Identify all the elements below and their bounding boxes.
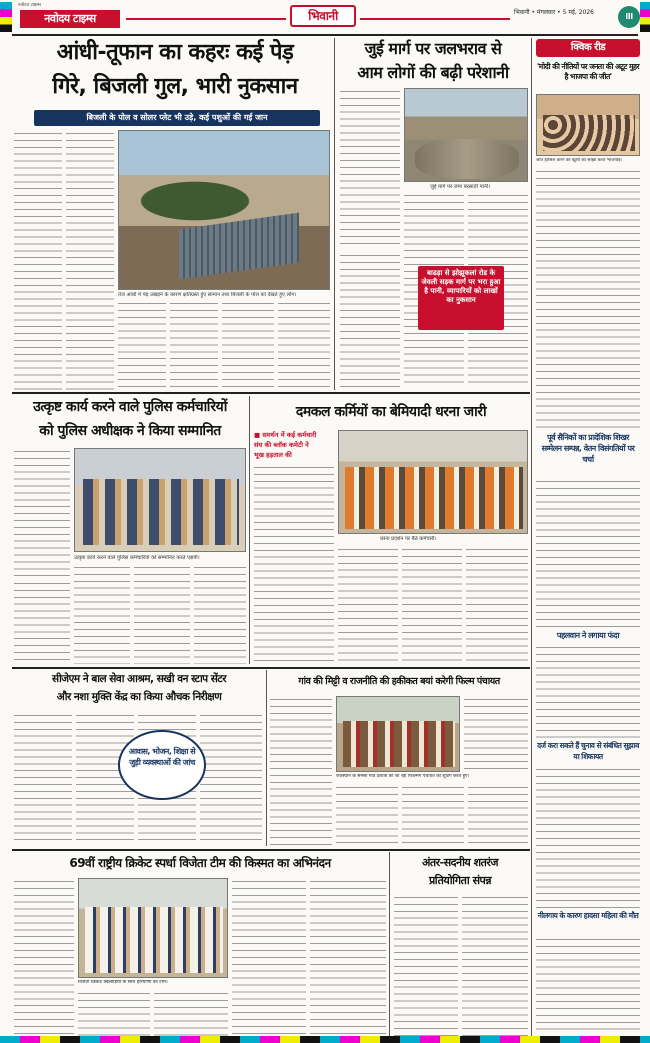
- officers-shape: [83, 479, 239, 545]
- cjm-headline-line2: और नशा मुक्ति केंद्र का किया औचक निरीक्षण: [56, 691, 222, 703]
- cricket-col1: [14, 878, 74, 1038]
- chess-headline-line2: प्रतियोगिता संपन्न: [428, 874, 492, 887]
- col-divider-a: [334, 38, 335, 390]
- quick-read-headline: 'मोदी की नीतियों पर जनता की अटूट मुहर है भाजपा की जीत': [536, 62, 640, 81]
- police-col1b: [14, 580, 70, 664]
- fire-photo: [338, 430, 528, 534]
- top-story-photo: [118, 130, 330, 290]
- col-divider-d: [266, 670, 267, 846]
- cricket-headline: 69वीं राष्ट्रीय क्रिकेट स्पर्धा विजेता टीम की किस्मत का अभिनंदन: [69, 856, 331, 870]
- fire-kicker-1: ■ समर्थन में कई कर्मचारी: [254, 431, 317, 439]
- film-col1: [270, 696, 332, 846]
- col-divider-c: [249, 396, 250, 664]
- top-story-col3: [118, 300, 166, 390]
- cjm-col1: [14, 712, 72, 842]
- chess-col2: [462, 894, 528, 1038]
- quick-read-photo: [536, 94, 640, 156]
- cjm-col4: [200, 712, 262, 842]
- color-registration-bar: [0, 2, 12, 32]
- top-story-col6: [278, 300, 330, 390]
- fire-col2: [338, 546, 398, 664]
- chess-headline-line1: अंतर-सदनीय शतरंज: [421, 856, 499, 869]
- color-registration-bar-bottom: [0, 1036, 650, 1043]
- quick-read-text: [536, 168, 640, 430]
- nilgay-headline: नीलगाय के कारण हादसा महिला की मौत: [537, 911, 639, 920]
- police-col4: [194, 564, 246, 664]
- cjm-headline-line1: सीजेएम ने बाल सेवा आश्रम, सखी वन स्टाप सेंटर: [51, 673, 226, 685]
- film-col4: [402, 784, 464, 846]
- fire-col4: [466, 546, 528, 664]
- jail-headline-line1: जुई मार्ग पर जलभराव से: [364, 39, 502, 58]
- pahalwan-headline: पहलवान ने लगाया फंदा: [556, 631, 620, 640]
- fire-photo-caption: धरना प्रदर्शन पर बैठे कर्मचारी।: [380, 536, 437, 542]
- cricket-col4: [232, 878, 306, 1038]
- small-brand: नवोदय टाइम्स: [18, 3, 41, 8]
- masthead-rule-right: [360, 18, 510, 20]
- color-registration-bar-right: [640, 2, 650, 32]
- section-rule-1: [12, 392, 530, 394]
- jail-col1b: [340, 252, 400, 388]
- fire-kicker-2: संघ की ब्लॉक कमेटी ने: [254, 441, 309, 449]
- police-photo-caption: उत्कृष्ट कार्य करने वाले पुलिस कर्मचारियों को सम्मानित करते एसपी।: [74, 555, 200, 561]
- suggest-text: [536, 766, 640, 908]
- fire-col1: [254, 464, 334, 664]
- chess-col1: [394, 894, 458, 1038]
- col-divider-b: [531, 38, 532, 1038]
- fire-headline: दमकल कर्मियों का बेमियादी धरना जारी: [295, 404, 487, 420]
- jail-headline-line2: आम लोगों की बढ़ी परेशानी: [357, 63, 509, 82]
- pahalwan-text: [536, 644, 640, 738]
- flooded-road-shape: [415, 139, 519, 179]
- top-story-col2: [66, 130, 114, 390]
- jail-photo: [404, 88, 528, 182]
- quick-read-photo-caption: जीत हासिल करने की खुशी को साझा करते भाजपाई।: [536, 158, 623, 163]
- quick-read-banner: क्विक रीड: [536, 39, 640, 57]
- section-rule-2: [12, 667, 530, 669]
- film-headline: गांव की मिट्टी व राजनीति की हकीकत बयां करेगी फिल्म पंचायत: [298, 676, 500, 687]
- cjm-callout: आवास, भोजन, शिक्षा से जुड़ी व्यवस्थाओं की जांच: [118, 730, 206, 800]
- suggest-headline: दर्ज करा सकते हैं चुनाव से संबंधित सुझाव या शिकायत: [537, 741, 639, 761]
- police-photo: [74, 448, 246, 552]
- section-name: भिवानी: [290, 5, 356, 27]
- film-col5: [468, 784, 528, 846]
- jail-photo-caption: जुई मार्ग पर जमा बरसाती पानी।: [430, 184, 491, 190]
- veterans-headline: पूर्व सैनिकों का प्रादेशिक शिखर सम्मेलन सम्पन्न, वेतन विसंगतियों पर चर्चा: [541, 433, 635, 464]
- nilgay-text: [536, 936, 640, 1032]
- cricket-col3: [154, 990, 228, 1038]
- film-photo: [336, 696, 460, 772]
- protesters-shape: [345, 467, 523, 529]
- cricket-photo-caption: विजेता क्रिकेट खिलाड़ियों के साथ हरियाणा की टीम।: [78, 980, 168, 985]
- top-headline-line1: आंधी-तूफान का कहरः कई पेड़: [56, 40, 294, 65]
- fire-col3: [402, 546, 462, 664]
- cricket-col2: [78, 990, 150, 1038]
- veterans-text: [536, 478, 640, 628]
- police-col2: [74, 564, 130, 664]
- top-story-col1: [14, 130, 62, 390]
- top-story-col4: [170, 300, 218, 390]
- police-col3: [134, 564, 190, 664]
- jail-col1: [340, 88, 400, 248]
- col-divider-e: [389, 852, 390, 1038]
- cricket-photo: [78, 878, 228, 978]
- masthead-rule: [126, 18, 286, 20]
- film-photo-caption: राजस्थान के समसा गांव दर्शाती की जा रही फिल्मिंग पंचायत की शूटिंग करते हुए।: [336, 774, 470, 779]
- brand-logo: नवोदय टाइम्स: [20, 10, 120, 28]
- cricket-col5: [310, 878, 386, 1038]
- date-line: भिवानी • मंगलवार • 5 मई, 2026: [514, 9, 594, 16]
- page-number: III: [618, 6, 640, 28]
- police-col1: [14, 448, 70, 578]
- film-col2: [464, 696, 528, 772]
- fire-kicker-3: भूख हड़ताल की: [254, 451, 292, 459]
- team-shape: [85, 907, 223, 973]
- police-headline-line1: उत्कृष्ट कार्य करने वाले पुलिस कर्मचारियों: [33, 399, 227, 415]
- crowd-shape: [543, 115, 635, 151]
- section-rule-3: [12, 849, 530, 851]
- masthead: [0, 0, 650, 34]
- police-headline-line2: को पुलिस अधीक्षक ने किया सम्मानित: [39, 423, 221, 439]
- top-subhead: बिजली के पोल व सोलर प्लेट भी उड़े, कई पशुओं की गई जान: [34, 110, 320, 126]
- film-crew-shape: [343, 721, 455, 767]
- top-story-photo-caption: तेज आंधी में पेड़ उखड़ने के कारण क्षतिग्रस्त हुए सामान तथा बिजली के पोल को देखते हुए लोग।: [118, 292, 297, 298]
- film-col3: [336, 784, 398, 846]
- top-story-col5: [222, 300, 274, 390]
- top-headline-line2: गिरे, बिजली गुल, भारी नुकसान: [52, 74, 298, 99]
- jail-callout: बाढड़ा से झोझूकलां रोड के जेवली सड़क मार्ग पर भरा हुआ है पानी, व्यापारियों को लाखों का नुकसान: [418, 266, 504, 330]
- masthead-underline: [12, 34, 638, 36]
